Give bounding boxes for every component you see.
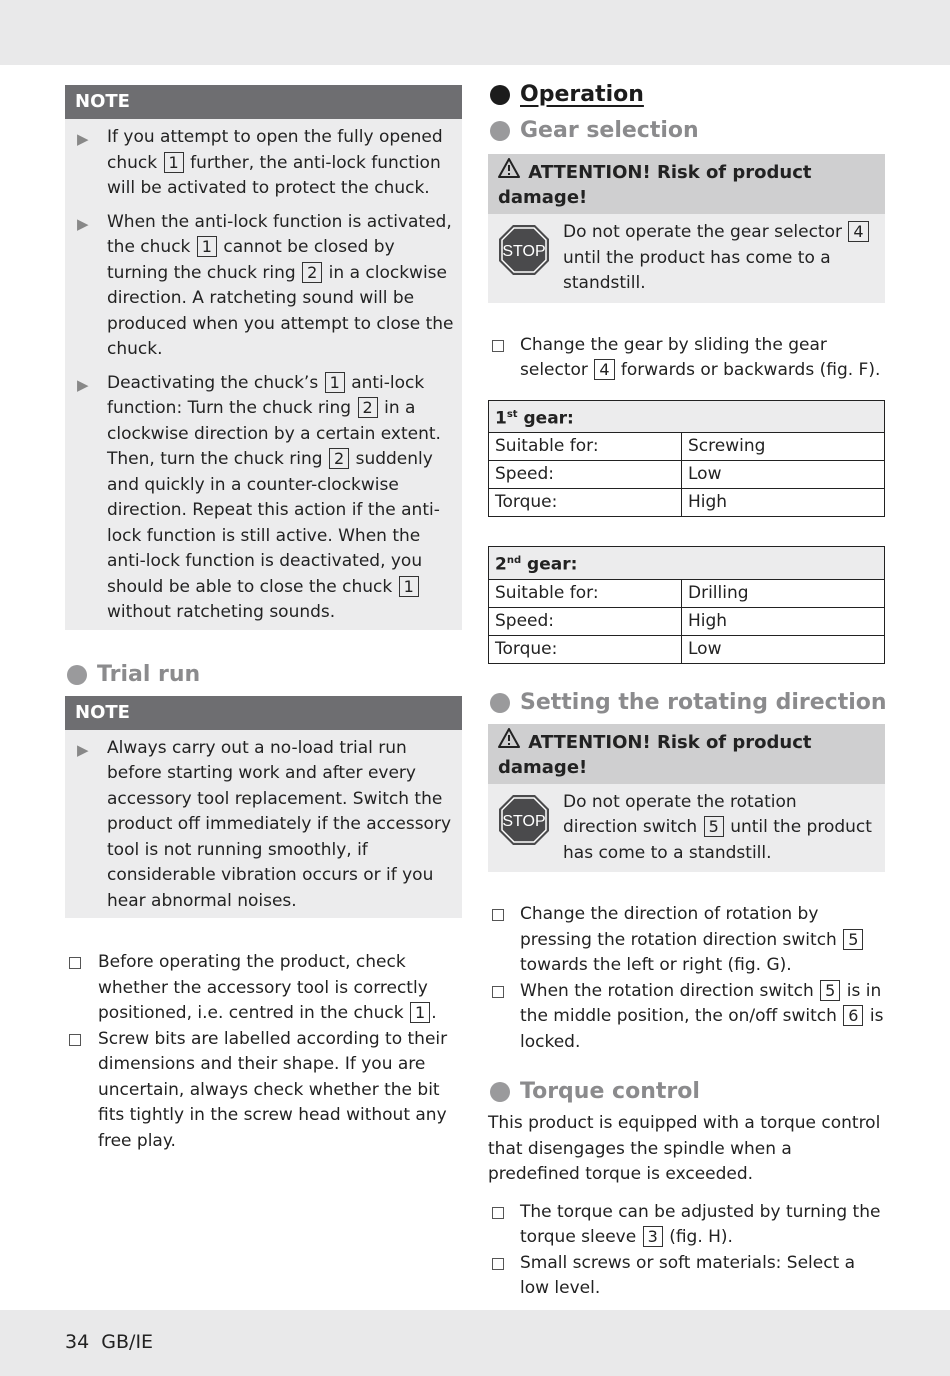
table-cell: Torque: [489,489,682,517]
table-cell: Screwing [682,433,885,461]
note-item: ▶ When the anti-lock function is activated, the chuck 1 cannot be closed by turning the chuck ring 2 in a clockwise direction. A ratcheting sound will be produced when you attempt to close the chuck. [77,211,454,359]
checklist-item: Change the direction of rotation by pressing the rotation direction switch 5 towards the left or right (fig. G). [488,902,888,979]
warning-triangle-icon [498,158,522,185]
bullet-dot-icon [490,85,510,105]
attention-heading: ATTENTION! Risk of product damage! [488,154,885,214]
table-cell: High [682,489,885,517]
checklist-item: Screw bits are labelled according to their dimensions and their shape. If you are uncertain, always check whether the bit fits tightly in the screw head without any free play. [65,1027,462,1155]
table-row [489,547,885,580]
reference-number: 4 [594,359,614,380]
right-column [488,80,888,1302]
section-heading-operation: Operation [488,80,888,110]
table-row [489,579,885,607]
reference-number: 1 [164,152,184,173]
page-number: 34 GB/IE [65,1331,154,1353]
checklist-item: Small screws or soft materials: Select a low level. [488,1251,888,1302]
reference-number: 1 [197,236,217,257]
reference-number: 5 [843,929,863,950]
reference-number: 4 [848,221,868,242]
table-cell: Drilling [682,579,885,607]
table-heading: 1st gear: [489,400,885,433]
table-row [489,400,885,433]
reference-number: 1 [325,372,345,393]
svg-text:STOP: STOP [502,243,546,260]
bullet-dot-icon [67,665,87,685]
bullet-dot-icon [490,121,510,141]
reference-number: 2 [329,448,349,469]
reference-number: 5 [820,980,840,1001]
stop-sign-icon [498,794,550,846]
arrow-right-icon: ▶ [77,214,89,233]
table-row [489,433,885,461]
checklist-item: When the rotation direction switch 5 is in the middle position, the on/off switch 6 is locked. [488,979,888,1056]
note-item: ▶ Deactivating the chuck’s 1 anti-lock function: Turn the chuck ring 2 in a clockwise direction by a certain extent. Then, turn the chuck ring 2 suddenly and quickly in a counter-clockwise direction. Repeat this action if the anti-lock function is still active. When the anti-lock function is deactivated, you should be able to close the chuck 1 without ratcheting sounds. [77,372,441,622]
note-box-anti-lock [65,85,462,630]
reference-number: 6 [843,1005,863,1026]
section-heading-gear-selection: Gear selection [488,116,888,146]
checklist-item: Change the gear by sliding the gear selector 4 forwards or backwards (fig. F). [488,333,888,384]
left-column [65,85,462,1154]
section-heading-rotating-direction: Setting the rotating direction [488,688,888,718]
table-row [489,461,885,489]
reference-number: 1 [410,1002,430,1023]
section-heading-torque-control: Torque control [488,1077,888,1107]
table-cell: Speed: [489,607,682,635]
reference-number: 2 [302,262,322,283]
attention-body: STOP Do not operate the gear selector 4 until the product has come to a standstill. [488,214,885,303]
note-item: ▶ If you attempt to open the fully opened chuck 1 further, the anti-lock function will be activated to protect the chuck. [77,127,443,198]
bullet-dot-icon [490,693,510,713]
bullet-dot-icon [490,1082,510,1102]
table-row [489,607,885,635]
checkbox-square-icon [492,1258,504,1270]
reference-number: 1 [399,576,419,597]
svg-text:STOP: STOP [502,812,546,830]
checklist-item: Before operating the product, check whether the accessory tool is correctly positioned, i.e. centred in the chuck 1 . [65,950,462,1027]
note-heading: NOTE [65,85,462,119]
reference-number: 5 [704,816,724,837]
arrow-right-icon: ▶ [77,740,89,759]
note-box-trial-run [65,696,462,919]
note-item: ▶ Always carry out a no-load trial run before starting work and after every accessory tool replacement. Switch the product off immediately if the accessory tool is not running smoothly, if considerable vibration occurs or if you hear abnormal noises. [77,737,452,911]
table-cell: Suitable for: [489,579,682,607]
gear-table-1 [488,400,885,518]
table-heading: 2nd gear: [489,547,885,580]
table-cell: Low [682,635,885,663]
checkbox-square-icon [492,986,504,998]
table-cell: Torque: [489,635,682,663]
attention-box-rotation [488,724,885,873]
arrow-right-icon: ▶ [77,130,89,148]
table-cell: Low [682,461,885,489]
gear-table-2 [488,546,885,664]
note-heading: NOTE [65,696,462,730]
attention-body: STOP Do not operate the rotation direction switch 5 until the product has come to a standstill. [488,784,885,873]
table-cell: Suitable for: [489,433,682,461]
checkbox-square-icon [69,1034,81,1046]
reference-number: 2 [358,397,378,418]
attention-box-gear [488,154,885,303]
table-row [489,635,885,663]
stop-sign-icon [498,224,550,276]
checkbox-square-icon [492,1207,504,1219]
checklist-item: The torque can be adjusted by turning the torque sleeve 3 (fig. H). [488,1200,888,1251]
warning-triangle-icon [498,728,522,755]
top-band [0,0,950,65]
checkbox-square-icon [492,340,504,352]
reference-number: 3 [643,1226,663,1247]
table-row [489,489,885,517]
attention-heading: ATTENTION! Risk of product damage! [488,724,885,784]
checkbox-square-icon [69,957,81,969]
arrow-right-icon: ▶ [77,375,89,394]
table-cell: Speed: [489,461,682,489]
checkbox-square-icon [492,909,504,921]
section-heading-trial-run: Trial run [65,660,462,690]
torque-paragraph: This product is equipped with a torque control that disengages the spindle when a predefined torque is exceeded. [488,1113,881,1185]
table-cell: High [682,607,885,635]
